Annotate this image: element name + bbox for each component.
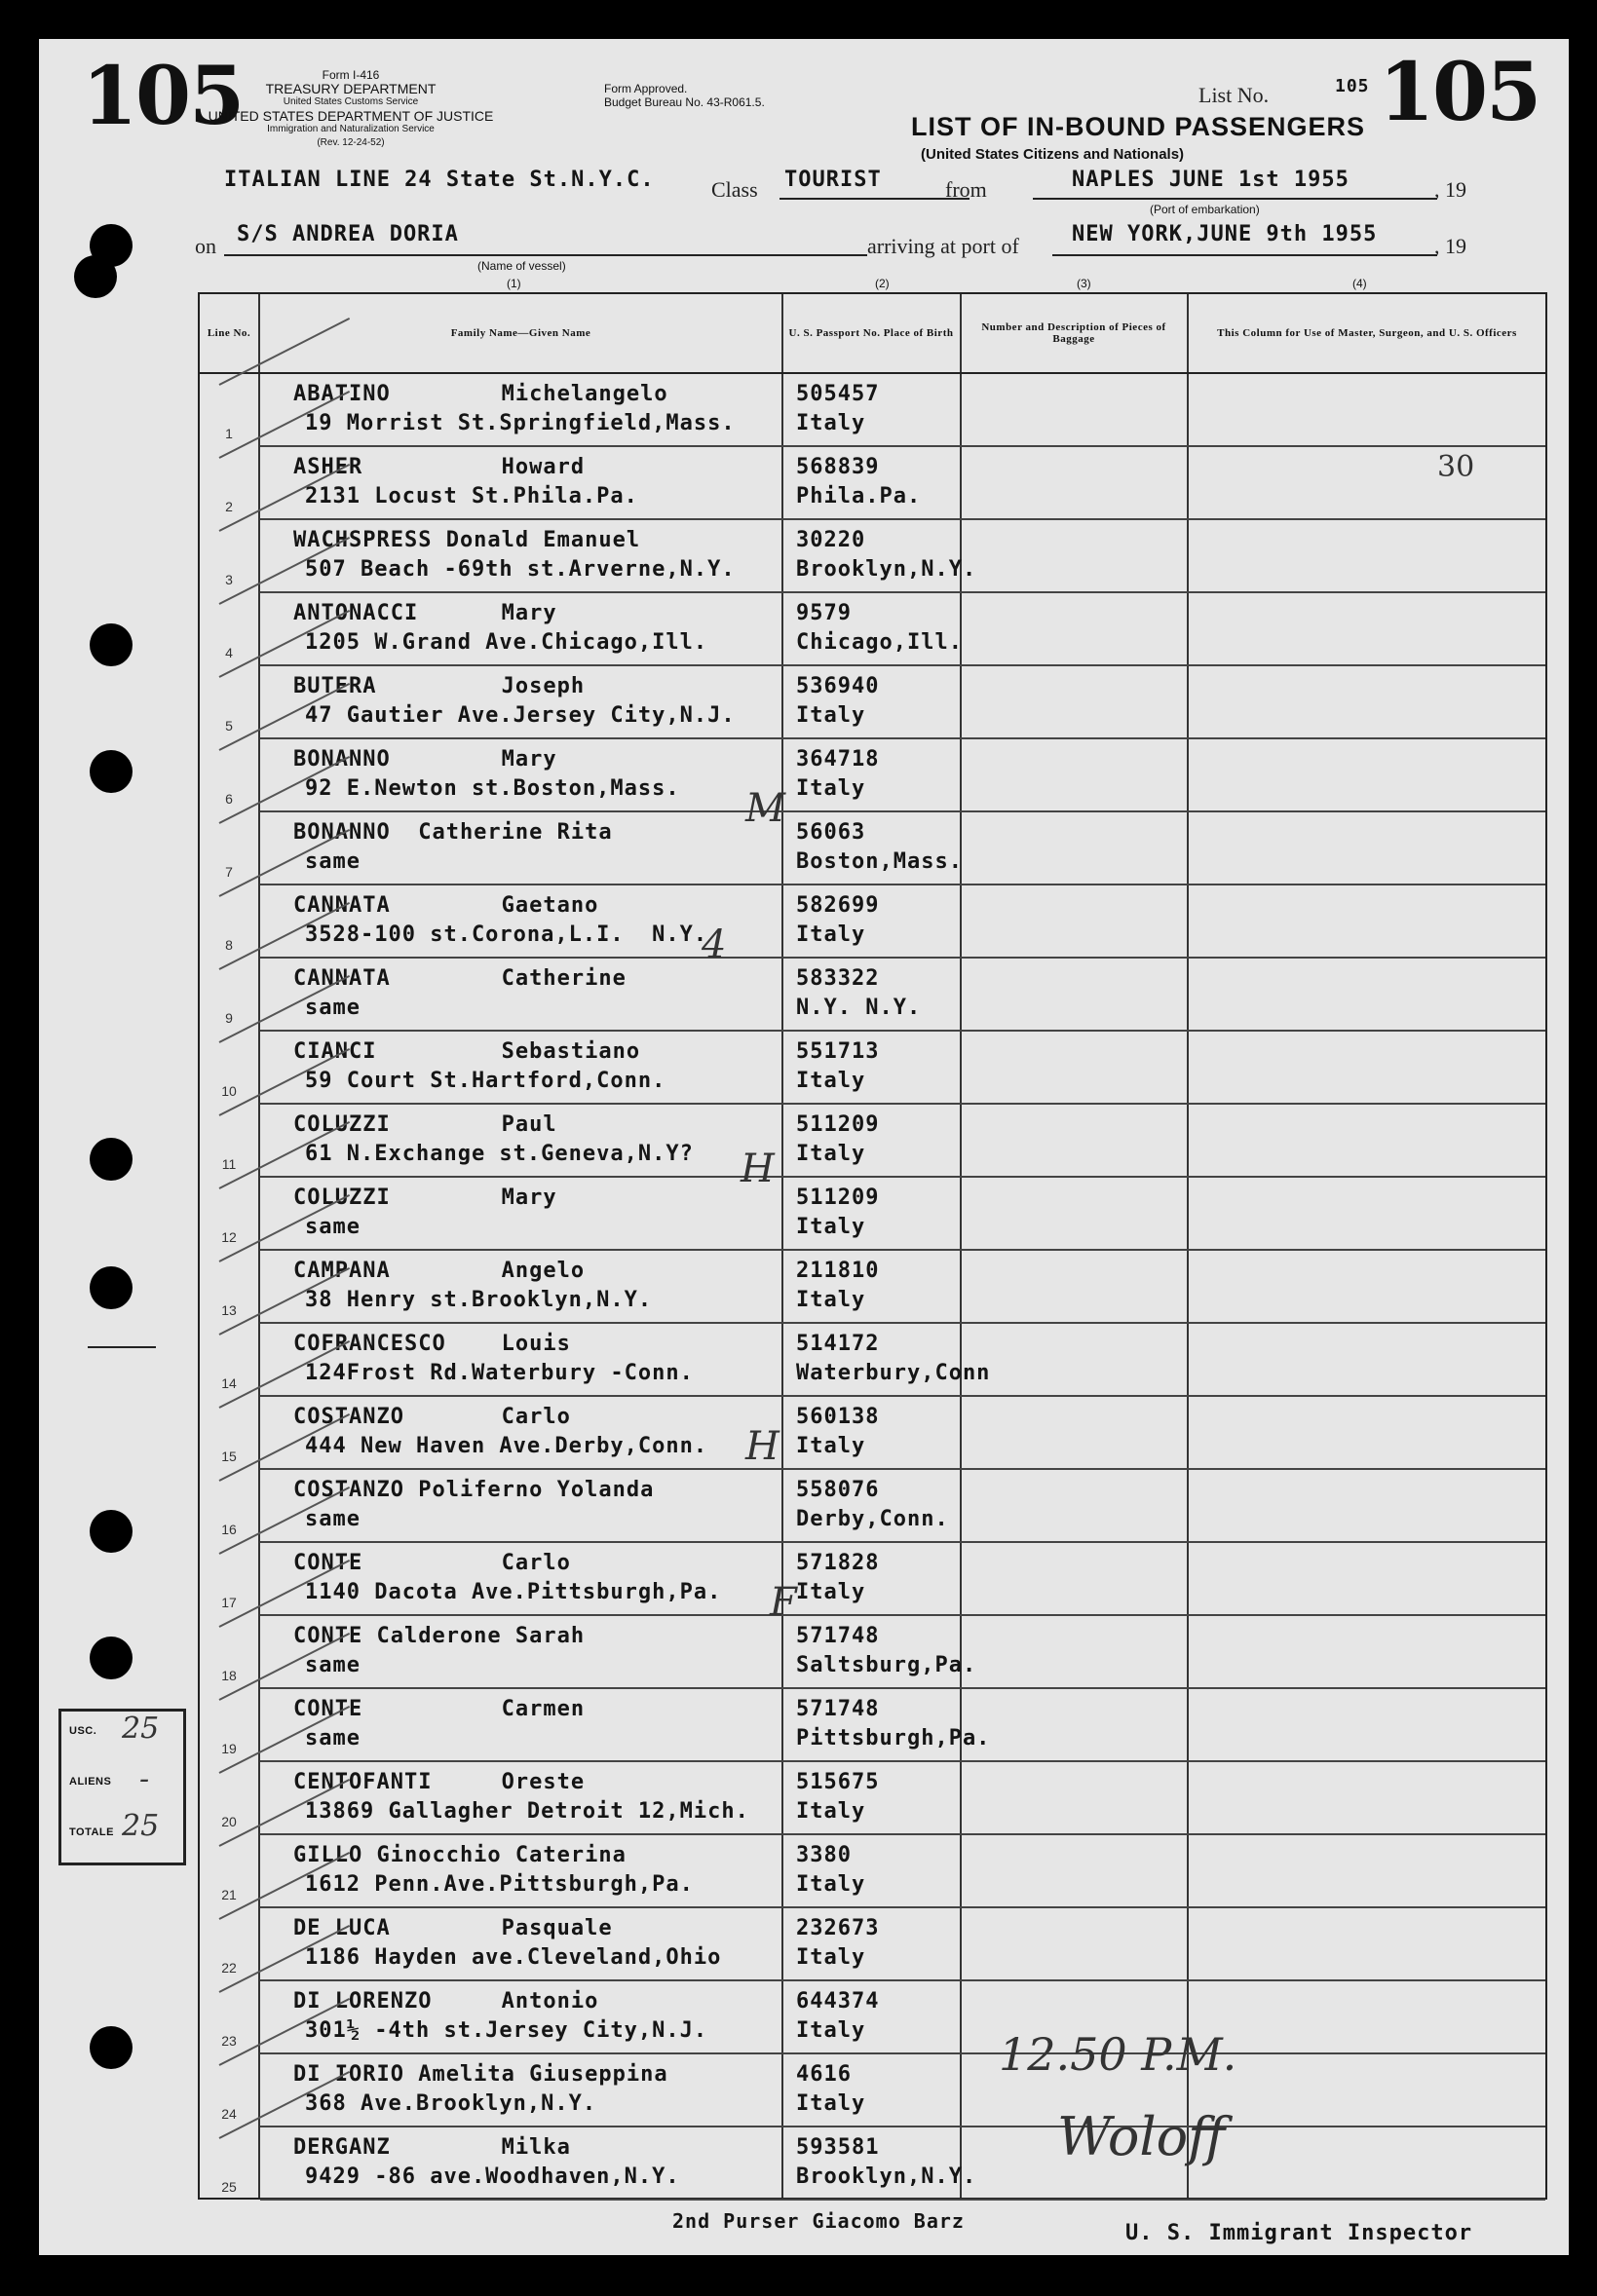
port-embarkation-caption: (Port of embarkation) (1150, 203, 1260, 216)
table-row (200, 885, 1545, 959)
totale-value: 25 (122, 1809, 160, 1843)
handwritten-mark-15: H (745, 1424, 779, 1469)
row-address: 38 Henry st.Brooklyn,N.Y. (305, 1288, 653, 1312)
row-birthplace: Waterbury,Conn (796, 1361, 991, 1385)
manifest-page (39, 39, 1569, 2255)
row-passport-number: 232673 (796, 1916, 880, 1940)
from-label: from (945, 177, 987, 202)
row-name: COLUZZI Paul (293, 1112, 557, 1137)
row-divider (260, 2199, 1545, 2201)
table-row (200, 1543, 1545, 1616)
row-passport-number: 511209 (796, 1186, 880, 1210)
table-row (200, 1762, 1545, 1835)
row-passport-number: 514172 (796, 1332, 880, 1356)
arriving-underline (1052, 254, 1437, 256)
table-row (200, 1324, 1545, 1397)
row-address: 124Frost Rd.Waterbury -Conn. (305, 1361, 694, 1385)
row-birthplace: Italy (796, 411, 866, 435)
class-value: TOURIST (784, 168, 882, 192)
row-name: DERGANZ Milka (293, 2135, 571, 2160)
row-birthplace: Italy (796, 2018, 866, 2043)
list-no-value: 105 (1335, 76, 1370, 96)
year-label-2: , 19 (1434, 234, 1466, 258)
purser-name: 2nd Purser Giacomo Barz (672, 2209, 965, 2233)
row-name: CONTE Carlo (293, 1551, 571, 1575)
row-passport-number: 56063 (796, 820, 866, 845)
row-address: same (305, 1507, 361, 1531)
handwritten-mark-8: 4 (702, 922, 727, 967)
row-name: COSTANZO Carlo (293, 1405, 571, 1429)
vessel-caption: (Name of vessel) (477, 259, 566, 273)
row-address: 2131 Locust St.Phila.Pa. (305, 484, 638, 508)
col-index-2: (2) (875, 277, 890, 290)
row-birthplace: Italy (796, 1580, 866, 1604)
row-name: DI IORIO Amelita Giuseppina (293, 2062, 668, 2087)
punch-hole (90, 1510, 133, 1553)
row-name: CANNATA Gaetano (293, 893, 599, 918)
row-name: BONANNO Catherine Rita (293, 820, 613, 845)
row-name: COSTANZO Poliferno Yolanda (293, 1478, 655, 1502)
row-line-number: 17 (221, 1595, 237, 1610)
row-name: ABATINO Michelangelo (293, 382, 668, 406)
row-birthplace: N.Y. N.Y. (796, 996, 922, 1020)
table-row (200, 374, 1545, 447)
row-birthplace: Italy (796, 1215, 866, 1239)
row-line-number: 14 (221, 1375, 237, 1391)
row-name: CAMPANA Angelo (293, 1259, 586, 1283)
row-line-number: 2 (225, 499, 233, 514)
row-name: GILLO Ginocchio Caterina (293, 1843, 627, 1867)
table-row (200, 739, 1545, 812)
table-row (200, 959, 1545, 1032)
table-row (200, 1178, 1545, 1251)
row-passport-number: 582699 (796, 893, 880, 918)
row-passport-number: 551713 (796, 1039, 880, 1064)
handwritten-mark-17: F (770, 1580, 797, 1625)
row-address: 19 Morrist St.Springfield,Mass. (305, 411, 736, 435)
aliens-value: - (139, 1762, 150, 1796)
row-passport-number: 505457 (796, 382, 880, 406)
table-row (200, 1251, 1545, 1324)
officer-note: 30 (1437, 450, 1475, 484)
row-birthplace: Phila.Pa. (796, 484, 922, 508)
handwritten-mark-6: M (745, 786, 785, 831)
row-passport-number: 364718 (796, 747, 880, 772)
row-address: 1186 Hayden ave.Cleveland,Ohio (305, 1945, 722, 1970)
row-line-number: 16 (221, 1522, 237, 1537)
row-passport-number: 4616 (796, 2062, 852, 2087)
row-name: COLUZZI Mary (293, 1186, 557, 1210)
usc-label: USC. (69, 1725, 97, 1737)
row-name: CONTE Calderone Sarah (293, 1624, 586, 1648)
stamp-number-left: 105 (82, 50, 244, 143)
table-row (200, 666, 1545, 739)
immigration-service: Immigration and Naturalization Service (267, 124, 435, 134)
row-passport-number: 3380 (796, 1843, 852, 1867)
col-index-1: (1) (507, 277, 521, 290)
row-passport-number: 571748 (796, 1624, 880, 1648)
row-address: 507 Beach -69th st.Arverne,N.Y. (305, 557, 736, 582)
row-passport-number: 558076 (796, 1478, 880, 1502)
budget-bureau: Budget Bureau No. 43-R061.5. (604, 95, 765, 109)
row-address: 368 Ave.Brooklyn,N.Y. (305, 2091, 597, 2116)
from-value: NAPLES JUNE 1st 1955 (1072, 168, 1350, 192)
row-name: CENTOFANTI Oreste (293, 1770, 586, 1794)
passenger-table (198, 292, 1547, 2200)
row-line-number: 13 (221, 1302, 237, 1318)
inspector-label: U. S. Immigrant Inspector (1125, 2221, 1473, 2245)
row-address: 1612 Penn.Ave.Pittsburgh,Pa. (305, 1872, 694, 1897)
row-passport-number: 583322 (796, 966, 880, 991)
row-address: same (305, 1726, 361, 1750)
handwritten-mark-11: H (741, 1147, 775, 1191)
row-birthplace: Pittsburgh,Pa. (796, 1726, 991, 1750)
row-address: 92 E.Newton st.Boston,Mass. (305, 776, 680, 801)
time-note: 12.50 P.M. (999, 2028, 1237, 2081)
col-header-baggage: Number and Description of Pieces of Baggage (981, 321, 1166, 345)
row-line-number: 1 (225, 426, 233, 441)
class-underline (779, 198, 970, 200)
row-line-number: 11 (221, 1156, 237, 1172)
row-birthplace: Saltsburg,Pa. (796, 1653, 977, 1677)
vessel-underline (224, 254, 867, 256)
table-row (200, 2127, 1545, 2201)
row-passport-number: 593581 (796, 2135, 880, 2160)
department-block (205, 68, 497, 150)
row-address: 9429 -86 ave.Woodhaven,N.Y. (305, 2164, 680, 2189)
table-row (200, 1616, 1545, 1689)
row-line-number: 7 (225, 864, 233, 880)
shipping-company: ITALIAN LINE 24 State St.N.Y.C. (224, 168, 655, 192)
treasury-dept: TREASURY DEPARTMENT (265, 81, 437, 96)
row-birthplace: Italy (796, 1434, 866, 1458)
year-label-1: , 19 (1434, 177, 1466, 202)
row-birthplace: Italy (796, 703, 866, 728)
row-birthplace: Italy (796, 1872, 866, 1897)
row-birthplace: Italy (796, 922, 866, 947)
arriving-label: arriving at port of (867, 234, 1019, 258)
col-header-passport: U. S. Passport No. Place of Birth (788, 327, 954, 339)
row-passport-number: 511209 (796, 1112, 880, 1137)
row-birthplace: Italy (796, 1288, 866, 1312)
row-address: same (305, 996, 361, 1020)
row-address: 59 Court St.Hartford,Conn. (305, 1069, 666, 1093)
row-birthplace: Chicago,Ill. (796, 630, 963, 655)
form-number: Form I-416 (322, 68, 380, 82)
from-underline (1033, 198, 1437, 200)
row-line-number: 21 (221, 1887, 237, 1902)
row-birthplace: Italy (796, 1142, 866, 1166)
row-line-number: 15 (221, 1449, 237, 1464)
row-name: WACHSPRESS Donald Emanuel (293, 528, 641, 552)
margin-mark (88, 1346, 156, 1348)
punch-hole (90, 1138, 133, 1181)
row-passport-number: 571748 (796, 1697, 880, 1721)
table-row (200, 1689, 1545, 1762)
row-passport-number: 571828 (796, 1551, 880, 1575)
row-passport-number: 9579 (796, 601, 852, 625)
row-address: 1205 W.Grand Ave.Chicago,Ill. (305, 630, 708, 655)
row-line-number: 22 (221, 1960, 237, 1976)
row-name: COFRANCESCO Louis (293, 1332, 571, 1356)
row-address: 444 New Haven Ave.Derby,Conn. (305, 1434, 708, 1458)
row-address: same (305, 849, 361, 874)
row-line-number: 4 (225, 645, 233, 660)
on-label: on (195, 234, 216, 258)
row-name: DI LORENZO Antonio (293, 1989, 599, 2014)
row-name: DE LUCA Pasquale (293, 1916, 613, 1940)
row-line-number: 20 (221, 1814, 237, 1829)
row-birthplace: Italy (796, 776, 866, 801)
punch-hole (90, 2026, 133, 2069)
row-birthplace: Boston,Mass. (796, 849, 963, 874)
row-birthplace: Derby,Conn. (796, 1507, 949, 1531)
table-row (200, 2054, 1545, 2127)
row-name: ASHER Howard (293, 455, 586, 479)
row-passport-number: 644374 (796, 1989, 880, 2014)
row-passport-number: 211810 (796, 1259, 880, 1283)
table-row (200, 1032, 1545, 1105)
row-address: 3528-100 st.Corona,L.I. N.Y. (305, 922, 708, 947)
aliens-label: ALIENS (69, 1776, 112, 1788)
row-address: same (305, 1653, 361, 1677)
row-passport-number: 515675 (796, 1770, 880, 1794)
col-index-4: (4) (1352, 277, 1367, 290)
row-passport-number: 30220 (796, 528, 866, 552)
punch-hole (90, 750, 133, 793)
row-line-number: 23 (221, 2033, 237, 2049)
table-row (200, 447, 1545, 520)
row-address: same (305, 1215, 361, 1239)
row-birthplace: Italy (796, 2091, 866, 2116)
table-row (200, 1470, 1545, 1543)
row-passport-number: 560138 (796, 1405, 880, 1429)
row-birthplace: Italy (796, 1069, 866, 1093)
table-row (200, 1908, 1545, 1981)
tally-box (58, 1709, 186, 1865)
row-birthplace: Brooklyn,N.Y. (796, 2164, 977, 2189)
row-birthplace: Italy (796, 1799, 866, 1824)
table-row (200, 812, 1545, 885)
row-passport-number: 536940 (796, 674, 880, 698)
table-row (200, 1835, 1545, 1908)
row-line-number: 25 (221, 2179, 237, 2195)
row-address: 47 Gautier Ave.Jersey City,N.J. (305, 703, 736, 728)
col-header-officers: This Column for Use of Master, Surgeon, and U. S. Officers (1217, 327, 1517, 339)
row-line-number: 19 (221, 1741, 237, 1756)
row-line-number: 10 (221, 1083, 237, 1099)
punch-hole (74, 255, 117, 298)
row-line-number: 8 (225, 937, 233, 953)
row-address: 13869 Gallagher Detroit 12,Mich. (305, 1799, 749, 1824)
row-line-number: 18 (221, 1668, 237, 1683)
row-name: CANNATA Catherine (293, 966, 627, 991)
form-approved: Form Approved. (604, 82, 688, 95)
revision-date: (Rev. 12-24-52) (317, 137, 385, 148)
totale-label: TOTALE (69, 1826, 114, 1838)
class-label: Class (711, 177, 758, 202)
row-name: BONANNO Mary (293, 747, 557, 772)
punch-hole (90, 1637, 133, 1679)
row-name: BUTERA Joseph (293, 674, 586, 698)
inspector-signature: Woloff (1057, 2106, 1226, 2167)
table-row (200, 1981, 1545, 2054)
row-line-number: 3 (225, 572, 233, 587)
vessel-name: S/S ANDREA DORIA (237, 222, 459, 246)
page-title: LIST OF IN-BOUND PASSENGERS (911, 112, 1366, 141)
justice-dept: UNITED STATES DEPARTMENT OF JUSTICE (208, 108, 494, 124)
row-passport-number: 568839 (796, 455, 880, 479)
row-name: CONTE Carmen (293, 1697, 586, 1721)
row-line-number: 24 (221, 2106, 237, 2122)
row-address: 301½ -4th st.Jersey City,N.J. (305, 2018, 708, 2043)
col-header-name: Family Name—Given Name (450, 327, 591, 339)
row-line-number: 9 (225, 1010, 233, 1026)
usc-value: 25 (122, 1712, 160, 1746)
row-line-number: 5 (225, 718, 233, 734)
row-birthplace: Italy (796, 1945, 866, 1970)
col-index-3: (3) (1077, 277, 1091, 290)
table-row (200, 1105, 1545, 1178)
row-address: 61 N.Exchange st.Geneva,N.Y? (305, 1142, 694, 1166)
stamp-number-right: 105 (1379, 46, 1540, 139)
row-birthplace: Brooklyn,N.Y. (796, 557, 977, 582)
row-name: ANTONACCI Mary (293, 601, 557, 625)
table-row (200, 520, 1545, 593)
table-row (200, 593, 1545, 666)
table-row (200, 1397, 1545, 1470)
col-header-line: Line No. (207, 327, 251, 339)
punch-hole (90, 623, 133, 666)
row-line-number: 6 (225, 791, 233, 807)
list-no-label: List No. (1198, 83, 1270, 107)
row-name: CIANCI Sebastiano (293, 1039, 641, 1064)
punch-hole (90, 1266, 133, 1309)
row-line-number: 12 (221, 1229, 237, 1245)
customs-service: United States Customs Service (283, 96, 419, 107)
arriving-value: NEW YORK,JUNE 9th 1955 (1072, 222, 1378, 246)
row-address: 1140 Dacota Ave.Pittsburgh,Pa. (305, 1580, 722, 1604)
page-subtitle: (United States Citizens and Nationals) (921, 146, 1185, 163)
